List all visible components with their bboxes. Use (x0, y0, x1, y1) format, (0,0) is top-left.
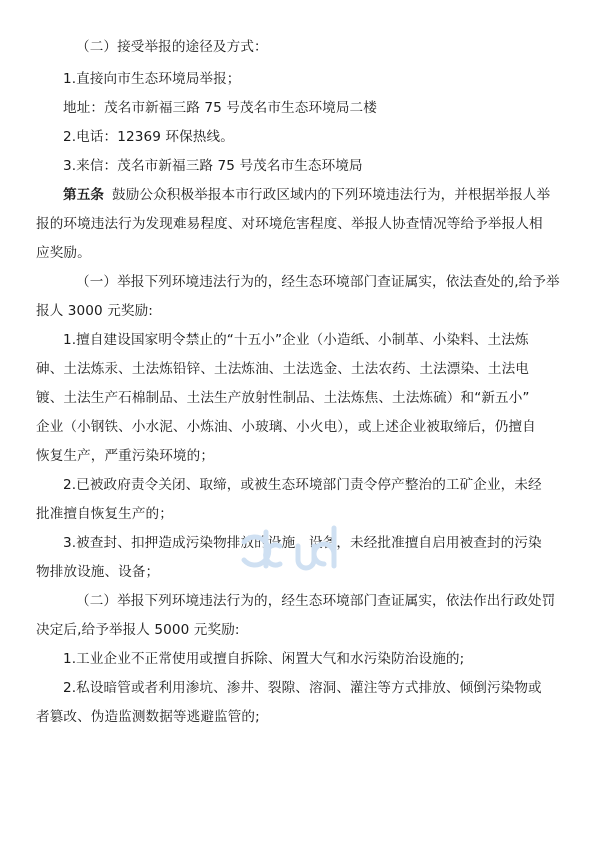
item-1-line-1: 1.擅自建设国家明令禁止的“十五小”企业（小造纸、小制革、小染料、土法炼 (63, 332, 529, 348)
item-1-line-4: 企业（小钢铁、小水泥、小炼油、小玻璃、小火电），或上述企业被取缔后，仍擅自 (36, 419, 536, 435)
item-b2-line-2: 者篡改、伪造监测数据等逃避监管的; (36, 709, 260, 725)
subsection-5000-line-2: 决定后,给予举报人 5000 元奖励: (36, 622, 240, 638)
section-heading-reporting-channels: （二）接受举报的途径及方式： (76, 39, 268, 55)
article-text-line-3: 应奖励。 (36, 245, 91, 261)
item-1-line-3: 镀、土法生产石棉制品、土法生产放射性制品、土法炼焦、土法炼硫）和“新五小” (36, 390, 530, 406)
article-text-line-2: 报的环境违法行为发现难易程度、对环境危害程度、举报人协查情况等给予举报人相 (36, 216, 543, 232)
channel-item-letter: 3.来信：茂名市新福三路 75 号茂名市生态环境局 (63, 158, 363, 174)
article-title: 第五条 (63, 187, 105, 203)
item-1-line-2: 砷、土法炼汞、土法炼铅锌、土法炼油、土法选金、土法农药、土法漂染、土法电 (36, 361, 529, 377)
item-3-line-1: 3.被查封、扣押造成污染物排放的设施、设备，未经批准擅自启用被查封的污染 (63, 535, 542, 551)
channel-address: 地址：茂名市新福三路 75 号茂名市生态环境局二楼 (63, 100, 377, 116)
channel-item-phone: 2.电话：12369 环保热线。 (63, 129, 234, 145)
article-text-line-1: 鼓励公众积极举报本市行政区域内的下列环境违法行为，并根据举报人举 (112, 187, 551, 203)
item-3-line-2: 物排放设施、设备； (36, 564, 160, 580)
subsection-5000-line-1: （二）举报下列环境违法行为的，经生态环境部门查证属实，依法作出行政处罚 (76, 593, 556, 609)
channel-item-direct: 1.直接向市生态环境局举报； (63, 71, 241, 87)
item-2-line-2: 批准擅自恢复生产的； (36, 506, 173, 522)
item-2-line-1: 2.已被政府责令关闭、取缔，或被生态环境部门责令停产整治的工矿企业，未经 (63, 477, 542, 493)
subsection-3000-line-2: 报人 3000 元奖励: (36, 303, 153, 319)
subsection-3000-line-1: （一）举报下列环境违法行为的，经生态环境部门查证属实，依法查处的,给予举 (76, 274, 560, 290)
item-b1-line-1: 1.工业企业不正常使用或擅自拆除、闲置大气和水污染防治设施的; (63, 651, 465, 667)
item-1-line-5: 恢复生产，严重污染环境的； (36, 448, 215, 464)
item-b2-line-1: 2.私设暗管或者利用渗坑、渗井、裂隙、溶洞、灌注等方式排放、倾倒污染物或 (63, 680, 542, 696)
